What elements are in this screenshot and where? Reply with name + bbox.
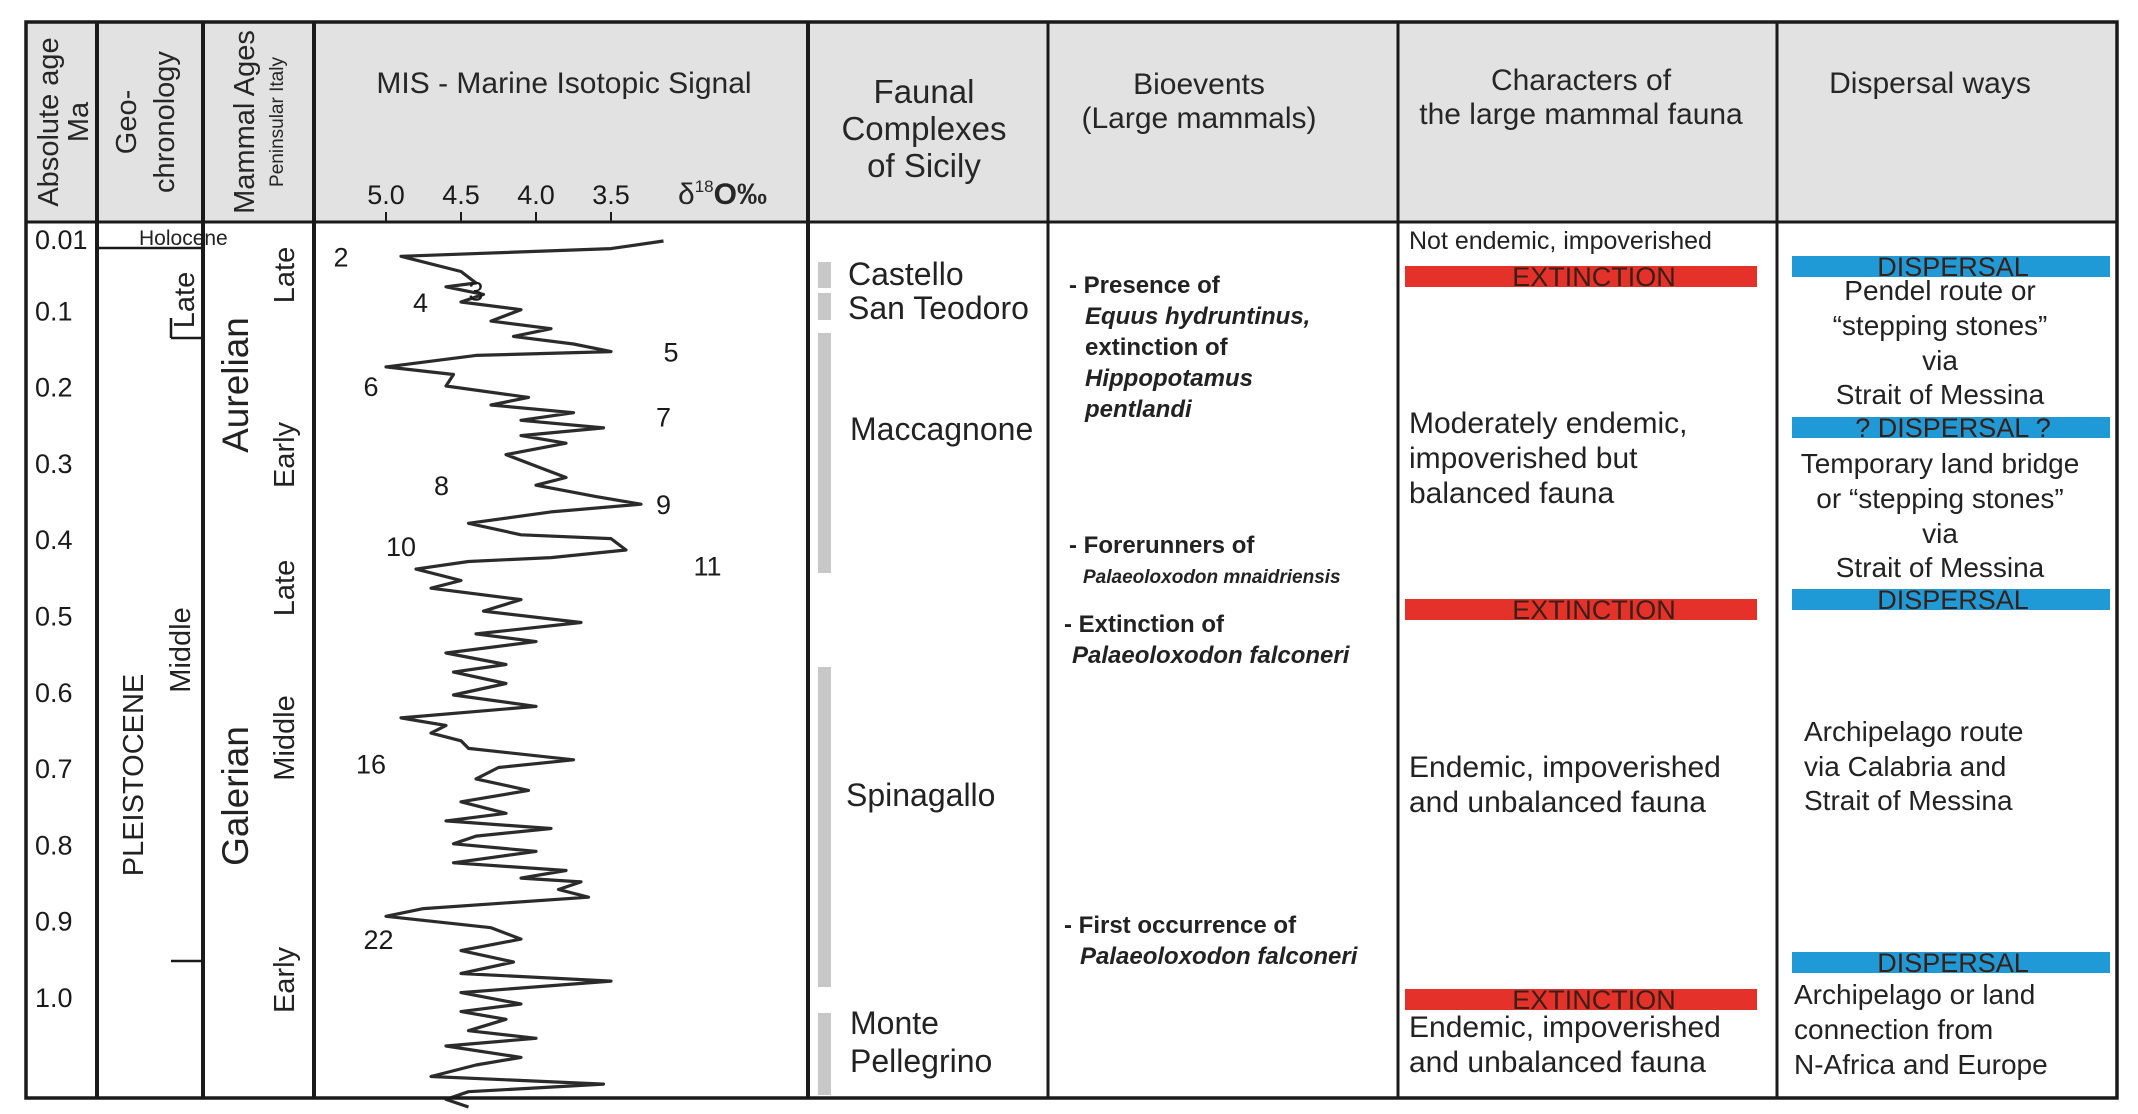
age-tick-label: 0.8 (35, 830, 73, 861)
bioevent-line: Palaeoloxodon falconeri (1080, 943, 1358, 970)
faunal-bar-castello (818, 262, 831, 288)
header-characters-line2: the large mammal fauna (1419, 98, 1743, 131)
header-geo-line2: chronology (149, 51, 181, 193)
mis-stage-label: 16 (356, 749, 387, 780)
aurelian-early-label: Early (269, 421, 301, 489)
age-tick-label: 0.5 (35, 601, 73, 632)
age-tick-label: 0.7 (35, 754, 73, 785)
dispersal-bar-label: ? DISPERSAL ? (1855, 413, 2051, 443)
header-mammal-line1: Mammal Ages (229, 30, 261, 214)
characters-column (1405, 227, 1757, 1079)
header-faunal-line3: of Sicily (867, 147, 981, 184)
age-tick-label: 0.01 (35, 225, 88, 255)
header-age-line2: Ma (63, 101, 95, 143)
faunal-bar-maccagnone (818, 333, 831, 573)
bioevent-line: Hippopotamus (1085, 365, 1253, 392)
dispersal-bar-label: DISPERSAL (1877, 252, 2029, 282)
bioevent-line: - Presence of (1069, 272, 1220, 299)
faunal-bar-san-teodoro (818, 293, 831, 320)
header-age-line1: Absolute age (33, 37, 65, 207)
mis-x-tick-label: 4.0 (517, 180, 555, 210)
age-tick-label: 0.6 (35, 677, 73, 708)
faunal-labels (846, 256, 1033, 1079)
header-mammal-line2: Peninsular Italy (267, 57, 288, 187)
geochronology-column (97, 227, 228, 961)
mis-stage-label: 22 (363, 925, 394, 956)
bioevent-line: pentlandi (1085, 396, 1192, 423)
mis-stage-label: 5 (663, 337, 679, 368)
dispersal-text-4-line3: N-Africa and Europe (1794, 1049, 2048, 1080)
mis-x-tick-label: 4.5 (442, 180, 480, 210)
faunal-san-teodoro: San Teodoro (848, 290, 1029, 326)
age-tick-label: 0.2 (35, 372, 73, 403)
mis-stage-label: 3 (468, 276, 484, 307)
delta-o18-label: $\delta^{18}O‰$ (678, 177, 767, 211)
character-text-4-line2: and unbalanced fauna (1409, 1046, 1706, 1079)
dispersal-text-4-line2: connection from (1794, 1014, 1994, 1045)
mis-stage-label: 7 (656, 402, 672, 433)
header-dispersal: Dispersal ways (1829, 67, 2031, 100)
bioevent-line: Equus hydruntinus, (1085, 303, 1311, 330)
bioevent-line: extinction of (1085, 334, 1228, 361)
mis-stage-label: 6 (363, 371, 379, 402)
dispersal-text-1-line1: Pendel route or (1844, 275, 2036, 306)
extinction-bar-2 (1405, 595, 1757, 625)
age-tick-label: 1.0 (35, 983, 73, 1013)
header-background (26, 22, 2117, 222)
late-pleistocene-label: Late (169, 271, 201, 329)
bioevent-line: - Forerunners of (1069, 532, 1255, 559)
middle-pleistocene-label: Middle (165, 607, 197, 693)
mis-x-tick-label: 5.0 (367, 180, 405, 210)
dispersal-text-2-line4: Strait of Messina (1835, 552, 2045, 583)
dispersal-text-1-line3: via (1922, 345, 1958, 376)
bioevent-first-occurrence (1064, 912, 1359, 970)
faunal-monte: Monte (850, 1005, 939, 1041)
dispersal-text-4-line1: Archipelago or land (1794, 979, 2036, 1010)
mammal-ages-column (215, 247, 301, 1013)
bioevent-forerunners (1069, 532, 1341, 588)
faunal-castello: Castello (848, 256, 964, 292)
header-mammal-ages (229, 30, 288, 214)
mis-x-tick-label: 3.5 (592, 180, 630, 210)
mis-stage-label: 10 (386, 532, 417, 563)
aurelian-label: Aurelian (215, 317, 256, 453)
faunal-bars (818, 262, 831, 1095)
holocene-label: Holocene (139, 227, 228, 250)
dispersal-bar-3 (1792, 585, 2110, 615)
bioevents-column (1064, 272, 1359, 970)
mis-stage-label: 8 (434, 471, 450, 502)
age-tick-label: 0.4 (35, 525, 73, 556)
age-tick-label: 0.3 (35, 448, 73, 479)
dispersal-text-2-line1: Temporary land bridge (1800, 448, 2080, 479)
character-text-3-line1: Endemic, impoverished (1409, 751, 1721, 784)
bioevent-line: Palaeoloxodon falconeri (1072, 642, 1350, 669)
character-text-3-line2: and unbalanced fauna (1409, 786, 1706, 819)
mis-curve-line (386, 241, 664, 1107)
header-bioevents-line2: (Large mammals) (1081, 102, 1317, 135)
galerian-middle-label: Middle (269, 695, 301, 781)
pleistocene-label: PLEISTOCENE (118, 673, 150, 877)
dispersal-bar-label: DISPERSAL (1877, 585, 2029, 615)
header-bioevents-line1: Bioevents (1133, 68, 1265, 101)
faunal-maccagnone: Maccagnone (850, 411, 1034, 447)
bioevent-extinction-falconeri (1064, 611, 1351, 669)
character-text-4-line1: Endemic, impoverished (1409, 1011, 1721, 1044)
header-characters-line1: Characters of (1490, 64, 1672, 97)
extinction-bar-label: EXTINCTION (1512, 595, 1676, 625)
faunal-bar-spinagallo (818, 667, 831, 987)
bioevent-line: Palaeoloxodon mnaidriensis (1083, 567, 1341, 588)
header-faunal-line2: Complexes (841, 110, 1007, 147)
header-faunal-line1: Faunal (873, 73, 975, 110)
dispersal-text-2-line3: via (1922, 518, 1958, 549)
dispersal-text-3-line1: Archipelago route (1804, 716, 2024, 747)
age-axis-labels (35, 225, 88, 1013)
faunal-spinagallo: Spinagallo (846, 777, 996, 813)
dispersal-text-1-line4: Strait of Messina (1835, 379, 2045, 410)
dispersal-bar-4 (1792, 948, 2110, 978)
header-mis: MIS - Marine Isotopic Signal (376, 67, 752, 100)
mis-stage-label: 2 (333, 242, 349, 273)
dispersal-bar-label: DISPERSAL (1877, 948, 2029, 978)
mis-stage-label: 11 (693, 551, 722, 582)
dispersal-column (1792, 252, 2110, 1080)
character-text-2-line2: impoverished but (1409, 442, 1638, 475)
aurelian-late-label: Late (269, 246, 301, 304)
galerian-early-label: Early (269, 946, 301, 1014)
character-text-1: Not endemic, impoverished (1409, 227, 1712, 255)
character-text-2-line3: balanced fauna (1409, 477, 1615, 510)
bioevent-presence-equus (1069, 272, 1310, 423)
character-text-2-line1: Moderately endemic, (1409, 407, 1688, 440)
faunal-pellegrino: Pellegrino (850, 1043, 993, 1079)
mis-stage-label: 9 (656, 490, 672, 521)
bioevent-line: - Extinction of (1064, 611, 1224, 638)
faunal-bar-monte-pellegrino (818, 1013, 831, 1095)
extinction-bar-label: EXTINCTION (1512, 985, 1676, 1015)
age-tick-label: 0.9 (35, 906, 73, 937)
extinction-bar-label: EXTINCTION (1512, 262, 1676, 292)
extinction-bar-1 (1405, 262, 1757, 292)
dispersal-text-1-line2: “stepping stones” (1832, 310, 2048, 341)
galerian-label: Galerian (215, 726, 256, 866)
mis-stage-labels (334, 242, 722, 955)
header-geo-line1: Geo- (111, 89, 143, 155)
dispersal-text-3-line3: Strait of Messina (1804, 785, 2013, 816)
age-tick-label: 0.1 (35, 296, 73, 327)
galerian-late-label: Late (269, 559, 301, 617)
mis-stage-label: 4 (413, 288, 429, 319)
bioevent-line: - First occurrence of (1064, 912, 1297, 939)
dispersal-bar-2 (1792, 413, 2110, 443)
dispersal-text-2-line2: or “stepping stones” (1816, 483, 2064, 514)
dispersal-text-3-line2: via Calabria and (1804, 751, 2007, 782)
